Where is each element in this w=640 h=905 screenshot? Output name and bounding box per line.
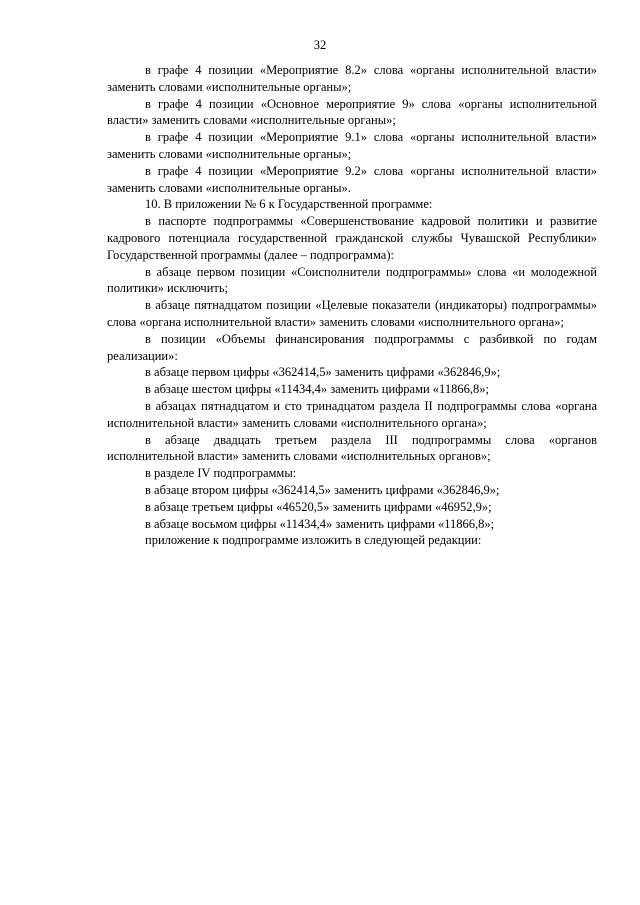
paragraph: приложение к подпрограмме изложить в следующей редакции: — [145, 533, 482, 548]
paragraph: в позиции «Объемы финансирования подпрограммы с разбивкой по годам реализации»: — [107, 331, 597, 363]
paragraph: в абзаце третьем цифры «46520,5» заменить цифрами «46952,9»; — [145, 499, 492, 514]
paragraph: в абзаце первом позиции «Соисполнители подпрограммы» слова «и молодежной политики» исключить; — [107, 264, 597, 296]
paragraph: в разделе IV подпрограммы: — [145, 466, 297, 481]
paragraph: в графе 4 позиции «Основное мероприятие 9» слова «органы исполнительной власти» заменить словами «исполнительные органы»; — [107, 96, 597, 128]
paragraph: 10. В приложении № 6 к Государственной программе: — [145, 197, 433, 212]
paragraph: в абзаце первом цифры «362414,5» заменить цифрами «362846,9»; — [145, 365, 501, 380]
page-number: 32 — [313, 38, 327, 52]
paragraph: в графе 4 позиции «Мероприятие 8.2» слова «органы исполнительной власти» заменить словами «исполнительные органы»; — [107, 63, 597, 94]
paragraph: в абзаце двадцать третьем раздела III подпрограммы слова «органов исполнительной власти» заменить словами «исполнительных органов»; — [107, 432, 597, 464]
paragraph: в абзацах пятнадцатом и сто тринадцатом раздела II подпрограммы слова «органа исполнительной власти» заменить словами «исполнительного органа»; — [107, 398, 597, 430]
paragraph: в графе 4 позиции «Мероприятие 9.2» слова «органы исполнительной власти» заменить словами «исполнительные органы». — [107, 163, 597, 195]
paragraph: в абзаце восьмом цифры «11434,4» заменить цифрами «11866,8»; — [145, 516, 495, 531]
paragraph: в абзаце шестом цифры «11434,4» заменить цифрами «11866,8»; — [145, 382, 489, 397]
document-body — [107, 62, 597, 549]
paragraph: в абзаце втором цифры «362414,5» заменить цифрами «362846,9»; — [145, 482, 500, 497]
paragraph: в графе 4 позиции «Мероприятие 9.1» слова «органы исполнительной власти» заменить словами «исполнительные органы»; — [107, 130, 597, 161]
paragraph: в абзаце пятнадцатом позиции «Целевые показатели (индикаторы) подпрограммы» слова «органа исполнительной власти» заменить словами «исполнительного органа»; — [107, 298, 597, 329]
paragraph: в паспорте подпрограммы «Совершенствование кадровой политики и развитие кадрового потенциала государственной гражданской службы Чувашской Республики» Государственной программы (далее – подпрограмма): — [107, 214, 597, 262]
